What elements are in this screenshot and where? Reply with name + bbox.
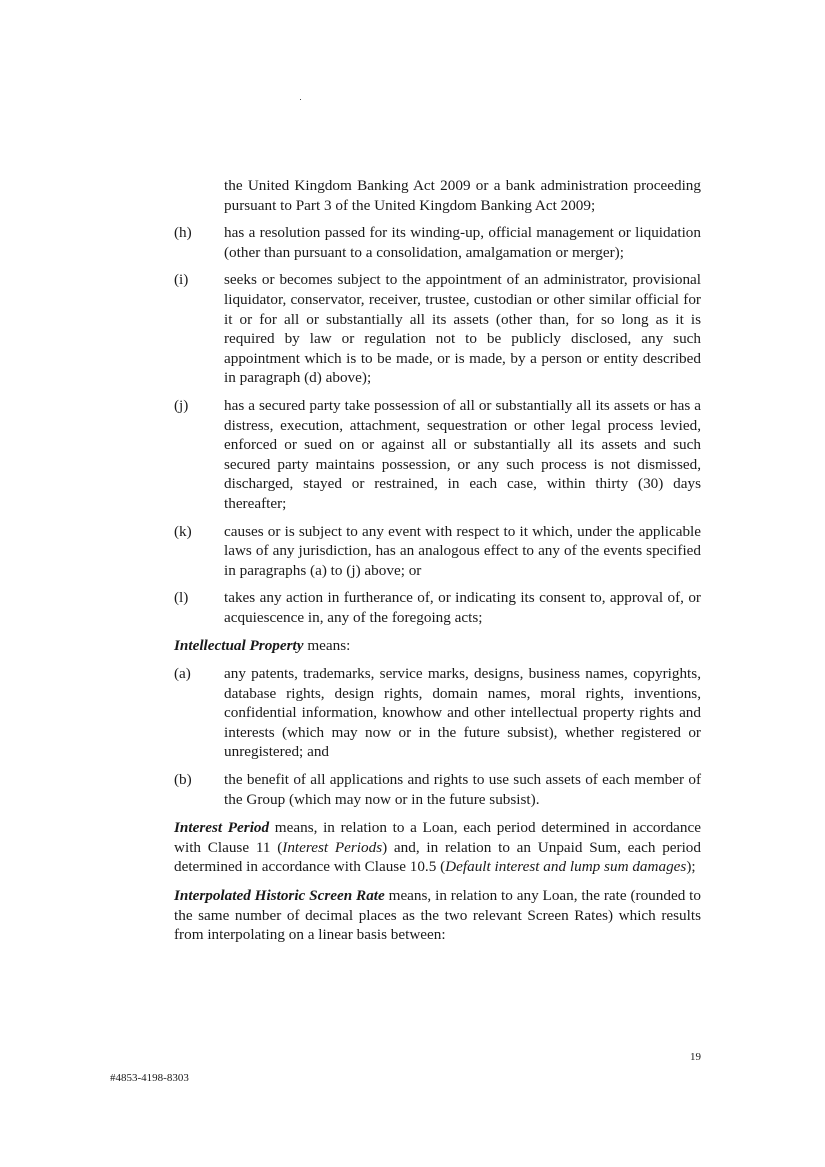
item-label: (k) [174, 522, 192, 540]
item-label: (l) [174, 589, 189, 607]
document-reference: #4853-4198-8303 [110, 1072, 189, 1084]
definition-interpolated-historic-screen-rate [174, 886, 701, 945]
item-label: (j) [174, 396, 189, 414]
item-text: takes any action in furtherance of, or indicating its consent to, approval of, or acquiescence in, any of the foregoing acts; [224, 589, 701, 626]
page-number: 19 [690, 1051, 701, 1063]
list-item [174, 270, 701, 388]
item-label: (i) [174, 271, 189, 289]
item-text: has a secured party take possession of all or substantially all its assets or has a distress, execution, attachment, sequestration or other legal process levied, enforced or sued on or against all or substantially all its assets and such secured party maintains possession, or any such process is not dismissed, discharged, stayed or restrained, in each case, within thirty (30) days thereafter; [224, 396, 701, 512]
item-text: any patents, trademarks, service marks, designs, business names, copyrights, database rights, design rights, domain names, moral rights, inventions, confidential information, knowhow and other intellectual property rights and interests (which may now or in the future subsist), whether registered or unregistered; and [224, 665, 701, 761]
item-text: has a resolution passed for its winding-up, official management or liquidation (other than pursuant to a consolidation, amalgamation or merger); [224, 224, 701, 261]
definition-intellectual-property [174, 636, 701, 656]
defined-term: Interest Period [174, 819, 270, 837]
clause-reference: Default interest and lump sum damages [445, 858, 687, 876]
definition-interest-period [174, 818, 701, 877]
definition-text: means: [303, 637, 351, 655]
page-content [174, 176, 701, 945]
list-item [174, 223, 701, 262]
list-item [174, 664, 701, 762]
defined-term: Intellectual Property [174, 637, 304, 655]
definition-text: ); [686, 858, 696, 876]
defined-term: Interpolated Historic Screen Rate [174, 887, 385, 904]
item-text: causes or is subject to any event with respect to it which, under the applicable laws of any jurisdiction, has an analogous effect to any of the events specified in paragraphs (a) to (j) above; or [224, 522, 701, 579]
list-item [174, 770, 701, 809]
item-label: (h) [174, 224, 192, 242]
list-item [174, 588, 701, 627]
intellectual-property-list [174, 664, 701, 809]
clause-reference: Interest Periods [282, 838, 383, 856]
scan-dot [300, 99, 301, 100]
list-item [174, 522, 701, 581]
definition-text: means, in relation to a Loan, each period determined in accordance with Clause 11 ( [174, 819, 701, 856]
continuation-paragraph: the United Kingdom Banking Act 2009 or a bank administration proceeding pursuant to Part 3 of the United Kingdom Banking Act 2009; [224, 177, 701, 214]
definition-text: means, in relation to any Loan, the rate (rounded to the same number of decimal places as the two relevant Screen Rates) which results from interpolating on a linear basis between: [174, 887, 701, 944]
list-item [174, 396, 701, 514]
insolvency-events-list [174, 223, 701, 627]
definition-text: ) and, in relation to an Unpaid Sum, each period determined in accordance with Clause 10.5 ( [174, 838, 701, 876]
item-text: seeks or becomes subject to the appointment of an administrator, provisional liquidator, conservator, receiver, trustee, custodian or other similar official for it or for all or substantially all its assets (other than, for so long as it is required by law or regulation not to be publicly disclosed, any such appointment which is to be made, or is made, by a person or entity described in paragraph (d) above); [224, 271, 701, 387]
item-label: (a) [174, 665, 191, 683]
item-text: the benefit of all applications and rights to use such assets of each member of the Group (which may now or in the future subsist). [224, 771, 701, 808]
item-label: (b) [174, 771, 192, 789]
